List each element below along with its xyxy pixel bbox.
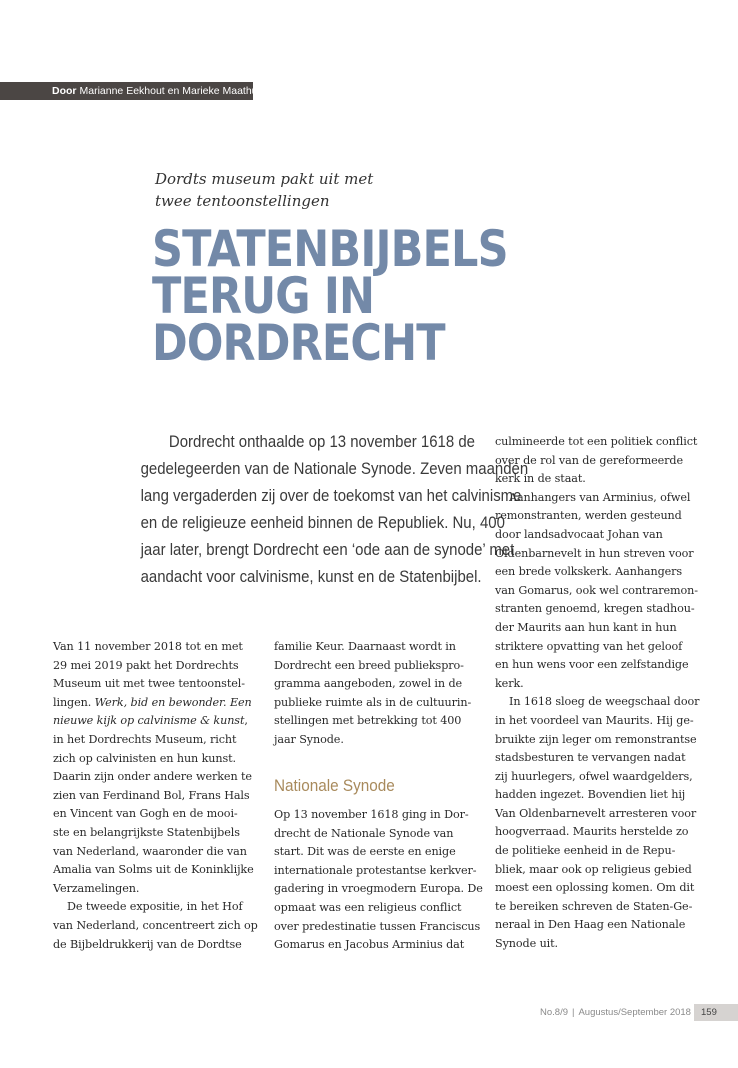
body-line	[53, 712, 258, 731]
body-line: start. Dit was de eerste en enige	[274, 845, 456, 859]
section-heading: Nationale Synode	[274, 776, 395, 795]
body-line: stellingen met betrekking tot 400	[274, 714, 462, 728]
body-line: In 1618 sloeg de weegschaal door	[509, 695, 700, 709]
author-names: Marianne Eekhout en Marieke Maathuis	[79, 85, 266, 97]
headline-line: STATENBIJBELS	[152, 220, 508, 278]
body-line: De tweede expositie, in het Hof	[67, 900, 243, 914]
body-line: Van 11 november 2018 tot en met	[53, 640, 243, 653]
body-line: publieke ruimte als in de cultuurin-	[274, 695, 472, 709]
body-line: Op 13 november 1618 ging in Dor-	[274, 808, 469, 821]
footer-separator: |	[572, 1007, 575, 1018]
body-line: de politieke eenheid in de Repu-	[495, 844, 676, 858]
body-line: zien van Ferdinand Bol, Frans Hals	[53, 788, 250, 802]
body-line: in het Dordrechts Museum, richt	[53, 732, 237, 746]
body-line: jaar Synode.	[274, 732, 344, 746]
body-line: Amalia van Solms uit de Koninklijke	[53, 863, 254, 877]
body-line: internationale protestantse kerkver-	[274, 863, 477, 877]
body-line: Verzamelingen.	[53, 881, 140, 895]
body-line: 29 mei 2019 pakt het Dordrechts	[53, 658, 239, 672]
kicker	[155, 168, 515, 212]
body-line: stadsbesturen te vervangen nadat	[495, 751, 686, 765]
body-line: van Nederland, waaronder die van	[53, 844, 247, 858]
body-line: moest een oplossing komen. Om dit	[495, 881, 695, 895]
body-line: culmineerde tot een politiek conflict	[495, 435, 698, 448]
lead-line: jaar later, brengt Dordrecht een ‘ode aan de synode’ met	[140, 540, 515, 559]
lead-line: Dordrecht onthaalde op 13 november 1618 de	[168, 432, 476, 451]
body-line: Synode uit.	[495, 937, 558, 951]
body-line: hadden ingezet. Bovendien liet hij	[495, 788, 686, 802]
lead-paragraph	[140, 428, 529, 590]
body-line: door landsadvocaat Johan van	[495, 527, 663, 541]
footer-date: Augustus/September 2018	[578, 1007, 691, 1018]
body-line: bruikte zijn leger om remonstrantse	[495, 732, 697, 746]
lead-line: en de religieuze eenheid binnen de Republiek. Nu, 400	[140, 513, 505, 532]
body-line: familie Keur. Daarnaast wordt in	[274, 640, 456, 653]
kicker-line: Dordts museum pakt uit met	[155, 170, 374, 188]
body-line: Daarin zijn onder andere werken te	[53, 770, 252, 784]
headline-line: TERUG IN	[152, 267, 375, 325]
author-label: Door	[52, 85, 77, 97]
body-line: kerk in de staat.	[495, 472, 586, 486]
body-line: ste en belangrijkste Statenbijbels	[53, 825, 240, 839]
body-line: Gomarus en Jacobus Arminius dat	[274, 938, 465, 952]
body-line: de Bijbeldrukkerij van de Dordtse	[53, 937, 242, 951]
body-line: opmaat was een religieus conflict	[274, 900, 462, 914]
lead-line: aandacht voor calvinisme, kunst en de Statenbijbel.	[140, 567, 482, 586]
body-line: gramma aangeboden, zowel in de	[274, 677, 463, 691]
body-line: van Gomarus, ook wel contraremon-	[495, 583, 698, 597]
body-line: zich op calvinisten en hun kunst.	[53, 751, 237, 765]
page-footer	[540, 1006, 691, 1020]
body-line: over predestinatie tussen Franciscus	[274, 919, 481, 933]
page-number: 159	[694, 1004, 738, 1021]
body-column-2-bottom	[274, 806, 483, 955]
body-line: der Maurits aan hun kant in hun	[495, 620, 677, 634]
body-line: zij huurlegers, ofwel waardgelders,	[495, 769, 693, 783]
body-line: Aanhangers van Arminius, ofwel	[509, 490, 691, 504]
body-line	[53, 694, 258, 713]
exhibition-title: nieuwe kijk op calvinisme & kunst	[53, 714, 245, 728]
lead-line: gedelegeerden van de Nationale Synode. Zeven maanden	[140, 459, 529, 478]
body-text: lingen.	[53, 695, 95, 709]
body-line: een brede volkskerk. Aanhangers	[495, 565, 683, 579]
body-line: in het voordeel van Maurits. Hij ge-	[495, 713, 694, 727]
body-column-3	[495, 433, 699, 954]
footer-issue: No.8/9	[540, 1007, 568, 1018]
body-line: hoogverraad. Maurits herstelde zo	[495, 825, 689, 839]
body-line: kerk.	[495, 676, 524, 690]
body-line: stranten genoemd, kregen stadhou-	[495, 602, 695, 616]
lead-line: lang vergaderden zij over de toekomst van het calvinisme	[140, 486, 522, 505]
body-line: drecht de Nationale Synode van	[274, 826, 454, 840]
body-line: en Vincent van Gogh en de mooi-	[53, 807, 238, 821]
body-line: en hun wens voor een zelfstandige	[495, 658, 689, 672]
body-line: Van Oldenbarnevelt arresteren voor	[495, 806, 697, 820]
body-line: Museum uit met twee tentoonstel-	[53, 677, 245, 691]
exhibition-title: Werk, bid en bewonder. Een	[94, 695, 252, 709]
body-column-2-top	[274, 638, 471, 750]
body-text: ,	[244, 714, 248, 728]
kicker-line: twee tentoonstellingen	[155, 192, 330, 210]
body-line: over de rol van de gereformeerde	[495, 453, 683, 467]
body-line: remonstranten, werden gesteund	[495, 509, 682, 523]
body-line: neraal in Den Haag een Nationale	[495, 918, 686, 932]
body-line: van Nederland, concentreert zich op	[53, 918, 258, 932]
body-line: Dordrecht een breed publiekspro-	[274, 658, 464, 672]
body-line: bliek, maar ook op religieus gebied	[495, 862, 692, 876]
body-line: striktere opvatting van het geloof	[495, 639, 683, 653]
headline	[152, 220, 508, 372]
body-column-1	[53, 638, 258, 954]
body-line: gadering in vroegmodern Europa. De	[274, 882, 483, 896]
body-line: Oldenbarnevelt in hun streven voor	[495, 546, 694, 560]
author-bar	[0, 82, 266, 100]
headline-line: DORDRECHT	[152, 314, 445, 372]
body-line: te bereiken schreven de Staten-Ge-	[495, 899, 693, 913]
